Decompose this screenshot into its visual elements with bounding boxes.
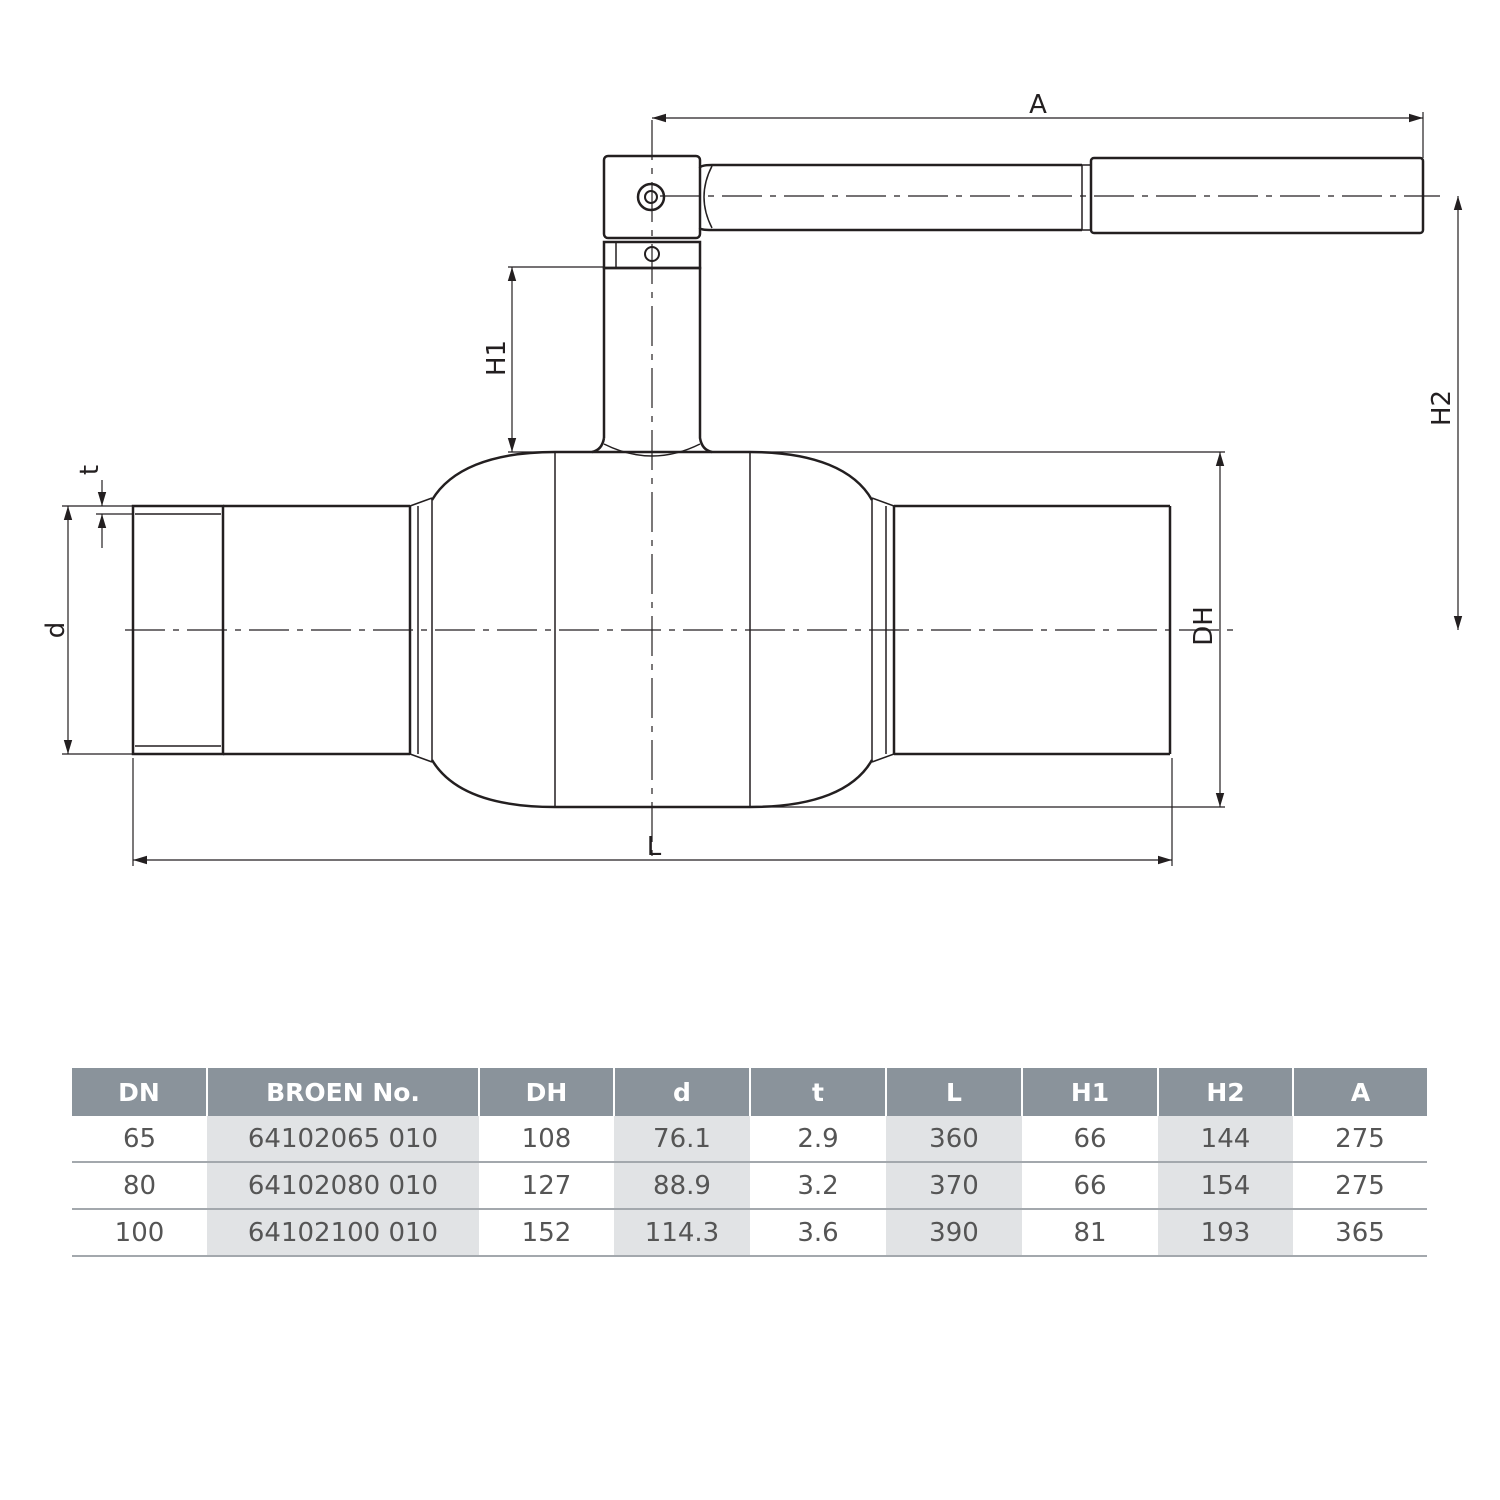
column-header-dh: DH bbox=[479, 1068, 614, 1116]
dim-label-d: d bbox=[41, 621, 71, 639]
table-cell: 365 bbox=[1293, 1209, 1427, 1256]
table-cell: 370 bbox=[886, 1162, 1022, 1209]
table-cell: 275 bbox=[1293, 1162, 1427, 1209]
table-row bbox=[72, 1162, 1427, 1209]
table-cell: 81 bbox=[1022, 1209, 1158, 1256]
table-cell: 360 bbox=[886, 1116, 1022, 1162]
valve-stem bbox=[604, 268, 712, 452]
column-header-a: A bbox=[1293, 1068, 1427, 1116]
column-header-dn: DN bbox=[72, 1068, 207, 1116]
dimensions-table bbox=[72, 1068, 1427, 1257]
dim-label-t: t bbox=[75, 464, 105, 476]
column-header-t: t bbox=[750, 1068, 886, 1116]
table-cell: 66 bbox=[1022, 1116, 1158, 1162]
column-header-h2: H2 bbox=[1158, 1068, 1293, 1116]
dim-label-A: A bbox=[1029, 90, 1047, 120]
table-cell: 154 bbox=[1158, 1162, 1293, 1209]
table-cell: 193 bbox=[1158, 1209, 1293, 1256]
table-cell: 390 bbox=[886, 1209, 1022, 1256]
dim-label-H1: H1 bbox=[482, 339, 512, 377]
table-cell: 275 bbox=[1293, 1116, 1427, 1162]
table-cell: 2.9 bbox=[750, 1116, 886, 1162]
table-cell: 64102080 010 bbox=[207, 1162, 479, 1209]
table-cell: 3.6 bbox=[750, 1209, 886, 1256]
valve-body-outline bbox=[133, 156, 1423, 807]
table-header-row bbox=[72, 1068, 1427, 1116]
table-cell: 76.1 bbox=[614, 1116, 750, 1162]
table-cell: 3.2 bbox=[750, 1162, 886, 1209]
table-cell: 88.9 bbox=[614, 1162, 750, 1209]
table-cell: 144 bbox=[1158, 1116, 1293, 1162]
table-cell: 152 bbox=[479, 1209, 614, 1256]
column-header-broen-no: BROEN No. bbox=[207, 1068, 479, 1116]
table-cell: 80 bbox=[72, 1162, 207, 1209]
table-row bbox=[72, 1116, 1427, 1162]
table-cell: 65 bbox=[72, 1116, 207, 1162]
table-cell: 100 bbox=[72, 1209, 207, 1256]
dimension-labels bbox=[41, 90, 1457, 862]
handle-lever bbox=[700, 165, 1082, 168]
table-cell: 64102065 010 bbox=[207, 1116, 479, 1162]
dim-label-L: L bbox=[646, 832, 662, 862]
column-header-d: d bbox=[614, 1068, 750, 1116]
dim-label-H2: H2 bbox=[1427, 389, 1457, 427]
table-cell: 64102100 010 bbox=[207, 1209, 479, 1256]
column-header-h1: H1 bbox=[1022, 1068, 1158, 1116]
table-cell: 114.3 bbox=[614, 1209, 750, 1256]
table-cell: 108 bbox=[479, 1116, 614, 1162]
column-header-l: L bbox=[886, 1068, 1022, 1116]
dim-label-DH: DH bbox=[1189, 606, 1219, 646]
table-row bbox=[72, 1209, 1427, 1256]
table-cell: 66 bbox=[1022, 1162, 1158, 1209]
table-cell: 127 bbox=[479, 1162, 614, 1209]
